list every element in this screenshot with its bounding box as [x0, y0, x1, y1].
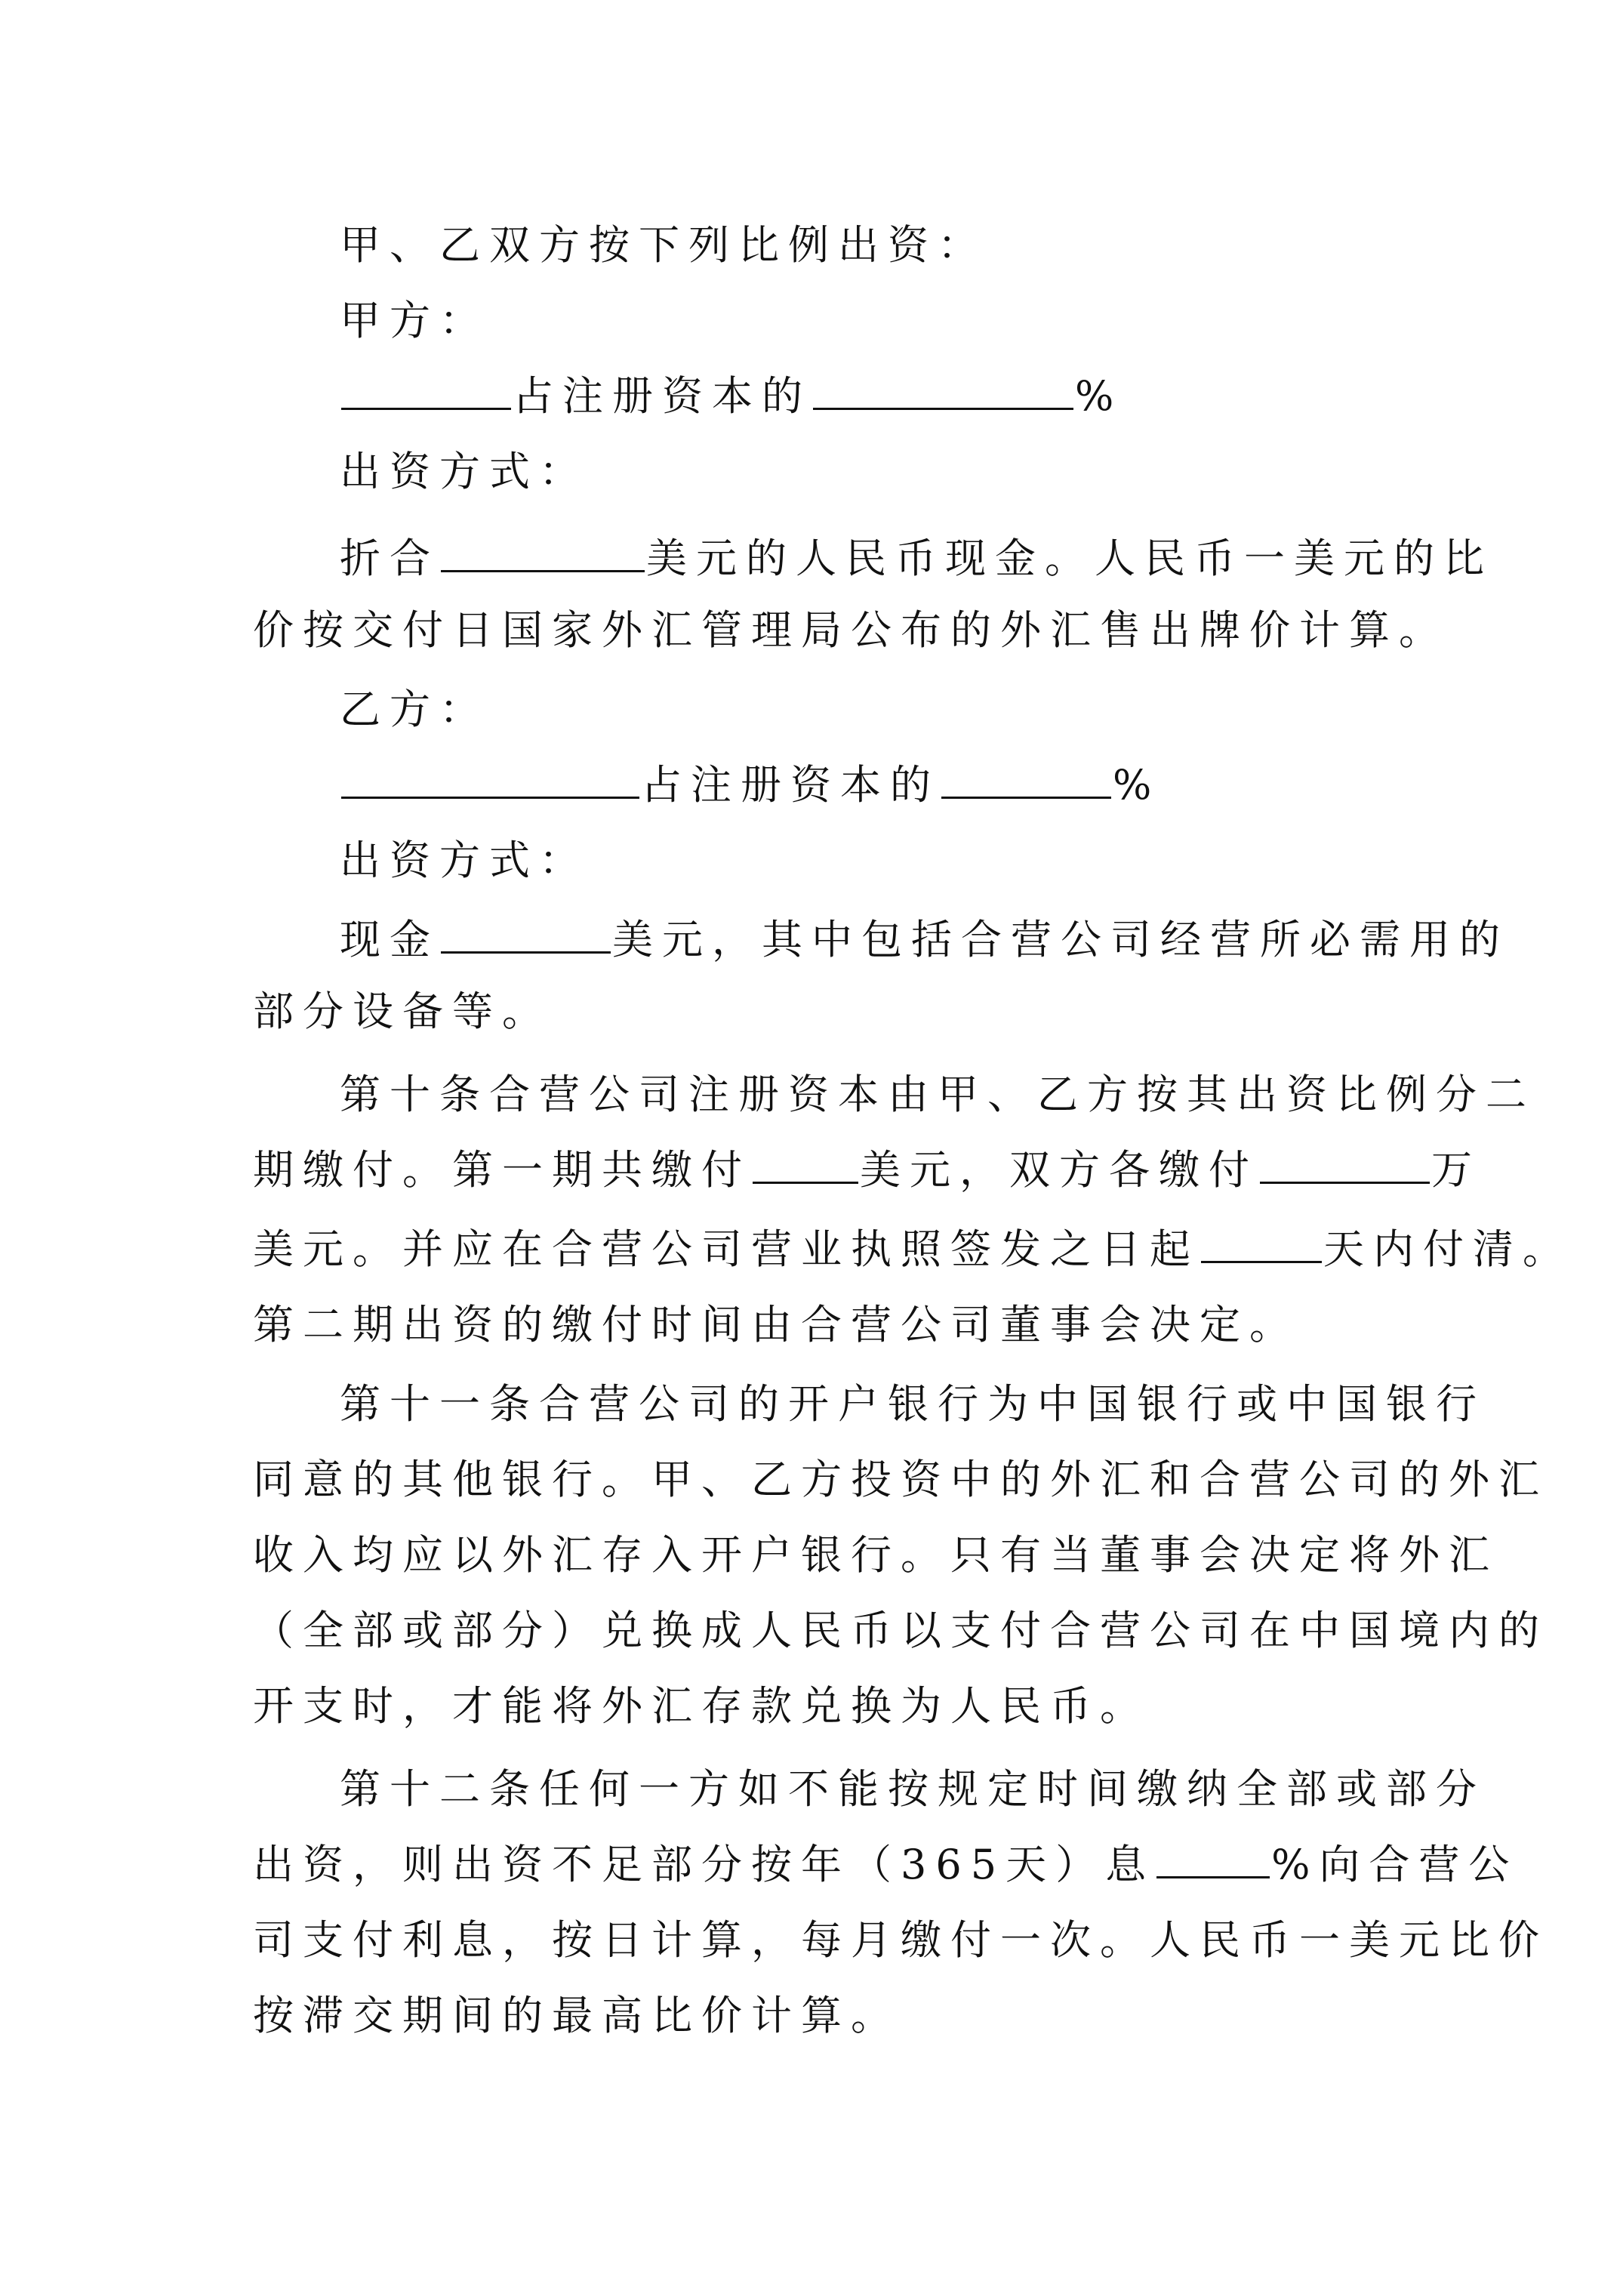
line-text: 开支时，才能将外汇存款兑换为人民币。	[253, 1682, 1150, 1730]
paragraph-line	[340, 672, 1472, 747]
line-text: 美元。并应在合营公司营业执照签发之日起	[253, 1225, 1200, 1273]
paragraph-line	[340, 359, 1472, 434]
line-text: 收入均应以外汇存入开户银行。只有当董事会决定将外汇	[253, 1531, 1498, 1579]
paragraph-line	[340, 283, 1472, 359]
line-text: 现金	[340, 916, 439, 963]
paragraph-line	[253, 1287, 1385, 1363]
line-text: 出资，则出资不足部分按年（365天）息	[253, 1841, 1156, 1888]
line-text: 乙方：	[340, 686, 489, 733]
line-text: 甲方：	[340, 297, 489, 344]
line-text: 部分设备等。	[253, 988, 552, 1035]
line-text: 美元，双方各缴付	[860, 1146, 1258, 1194]
paragraph-line	[340, 208, 1472, 283]
line-text: 第十二条任何一方如不能按规定时间缴纳全部或部分	[340, 1765, 1486, 1813]
fill-in-blank	[813, 361, 1073, 410]
paragraph-line	[340, 521, 1493, 596]
fill-in-blank	[941, 750, 1111, 799]
fill-in-blank	[1260, 1135, 1430, 1184]
line-text: 甲、乙双方按下列比例出资：	[340, 221, 987, 269]
paragraph-line	[253, 1442, 1548, 1518]
line-text: 第十条合营公司注册资本由甲、乙方按其出资比例分二	[340, 1071, 1535, 1118]
fill-in-blank	[1156, 1829, 1270, 1878]
line-text: 同意的其他银行。甲、乙方投资中的外汇和合营公司的外汇	[253, 1456, 1548, 1503]
line-text: %	[1075, 372, 1123, 420]
paragraph-line	[340, 1752, 1486, 1827]
paragraph-line	[253, 593, 1449, 668]
line-text: %向合营公	[1271, 1841, 1519, 1888]
paragraph-line	[253, 1978, 1385, 2054]
line-text: 万	[1431, 1146, 1481, 1194]
fill-in-blank	[341, 750, 639, 799]
line-text: 美元，其中包括合营公司经营所必需用的	[612, 916, 1509, 963]
paragraph-line	[340, 1367, 1486, 1442]
paragraph-line	[253, 1669, 1385, 1744]
line-text: 第十一条合营公司的开户银行为中国银行或中国银行	[340, 1380, 1486, 1428]
paragraph-line	[253, 1593, 1548, 1669]
paragraph-line	[340, 823, 1472, 898]
fill-in-blank	[441, 523, 645, 572]
line-text: 司支付利息，按日计算，每月缴付一次。人民币一美元比价	[253, 1916, 1548, 1964]
fill-in-blank	[753, 1135, 858, 1184]
line-text: 价按交付日国家外汇管理局公布的外汇售出牌价计算。	[253, 606, 1449, 654]
line-text: 占注册资本的	[513, 372, 812, 420]
paragraph-line	[340, 747, 1472, 823]
paragraph-line	[253, 1903, 1548, 1978]
line-text: 出资方式：	[340, 837, 589, 884]
line-text: 出资方式：	[340, 448, 589, 495]
paragraph-line	[340, 1057, 1535, 1133]
line-text: 折合	[340, 535, 439, 582]
paragraph-line	[253, 1518, 1498, 1593]
line-text: 天内付清。	[1323, 1225, 1572, 1273]
paragraph-line	[340, 434, 1472, 510]
paragraph-line	[253, 1212, 1572, 1287]
paragraph-line	[253, 1133, 1481, 1208]
line-text: 占注册资本的	[641, 761, 940, 809]
fill-in-blank	[1201, 1214, 1322, 1263]
paragraph-line	[253, 1827, 1519, 1903]
fill-in-blank	[441, 905, 611, 954]
line-text: （全部或部分）兑换成人民币以支付合营公司在中国境内的	[253, 1607, 1548, 1654]
line-text: 第二期出资的缴付时间由合营公司董事会决定。	[253, 1301, 1299, 1348]
line-text: 按滞交期间的最高比价计算。	[253, 1992, 901, 2039]
fill-in-blank	[341, 361, 511, 410]
line-text: 美元的人民币现金。人民币一美元的比	[646, 535, 1493, 582]
paragraph-line	[253, 974, 1385, 1049]
paragraph-line	[340, 902, 1509, 978]
line-text: 期缴付。第一期共缴付	[253, 1146, 751, 1194]
line-text: %	[1113, 761, 1161, 809]
